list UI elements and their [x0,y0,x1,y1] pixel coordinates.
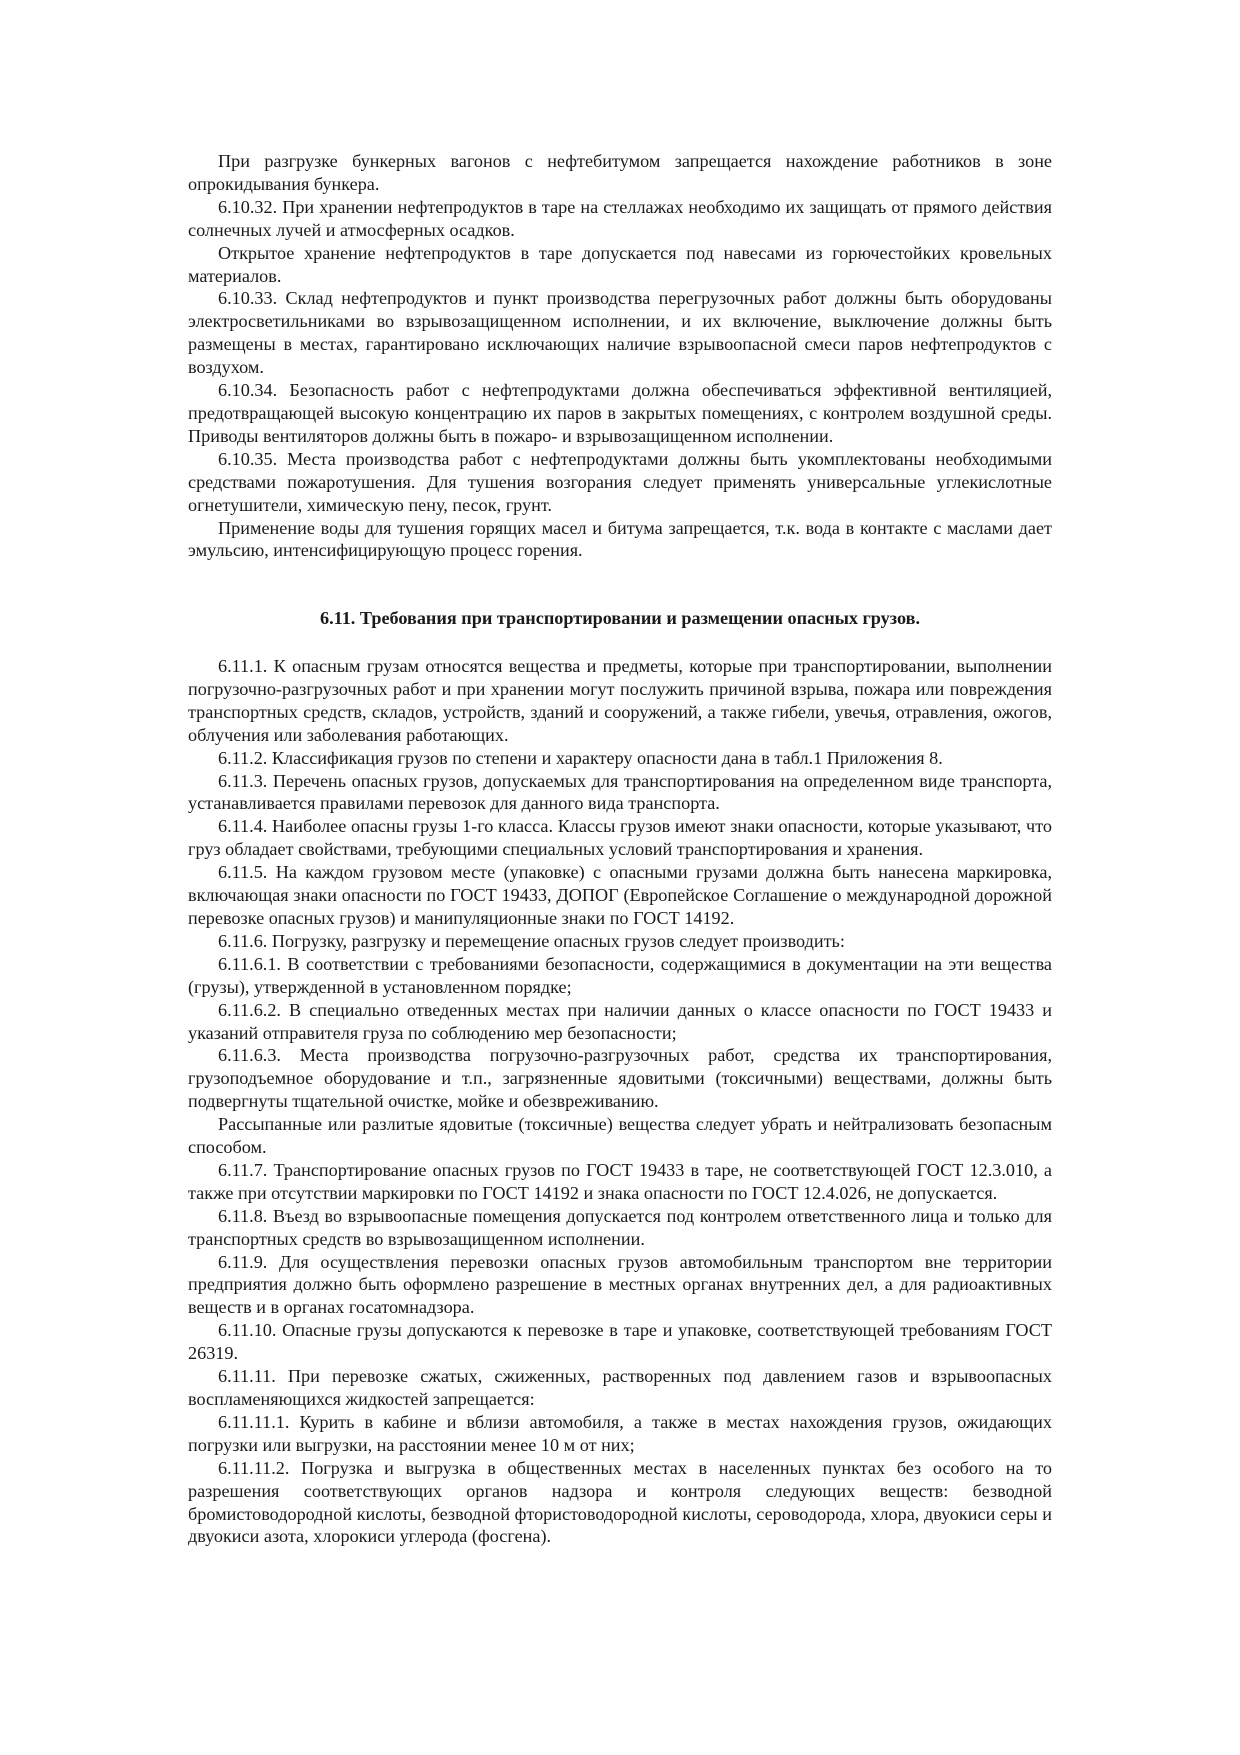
paragraph: 6.10.35. Места производства работ с нефтепродуктами должны быть укомплектованы необходимыми средствами пожаротушения. Для тушения возгорания следует применять универсальные углекислотные огнетушители, химическую пену, песок, грунт. [188,448,1052,515]
paragraph: Открытое хранение нефтепродуктов в таре допускается под навесами из горючестойких кровельных материалов. [188,242,1052,286]
paragraph: 6.11.2. Классификация грузов по степени и характеру опасности дана в табл.1 Приложения 8. [218,747,943,768]
paragraph: Рассыпанные или разлитые ядовитые (токсичные) вещества следует убрать и нейтрализовать безопасным способом. [188,1114,1052,1158]
paragraph: 6.11.6.2. В специально отведенных местах при наличии данных о классе опасности по ГОСТ 19433 и указаний отправителя груза по соблюдению мер безопасности; [188,999,1052,1043]
paragraph: 6.11.11. При перевозке сжатых, сжиженных, растворенных под давлением газов и взрывоопасных воспламеняющихся жидкостей запрещается: [188,1366,1052,1409]
paragraph: 6.11.5. На каждом грузовом месте (упаковке) с опасными грузами должна быть нанесена маркировка, включающая знаки опасности по ГОСТ 19433, ДОПОГ (Европейское Соглашение о международной дорожной перевозке опасных грузов) и манипуляционные знаки по ГОСТ 14192. [188,862,1052,928]
paragraph: 6.11.7. Транспортирование опасных грузов по ГОСТ 19433 в таре, не соответствующей ГОСТ 12.3.010, а также при отсутствии маркировки по ГОСТ 14192 и знака опасности по ГОСТ 12.4.026, не допускается. [188,1159,1052,1203]
paragraph: 6.11.6.1. В соответствии с требованиями безопасности, содержащимися в документации на эти вещества (грузы), утвержденной в установленном порядке; [188,953,1052,997]
paragraph: Применение воды для тушения горящих масел и битума запрещается, т.к. вода в контакте с маслами дает эмульсию, интенсифицирующую процесс горения. [188,517,1052,561]
intro-text-block [188,150,1052,562]
paragraph: 6.11.9. Для осуществления перевозки опасных грузов автомобильным транспортом вне территории предприятия должно быть оформлено разрешение в местных органах внутренних дел, а для радиоактивных веществ и в органах госатомнадзора. [188,1251,1052,1318]
paragraph: При разгрузке бункерных вагонов с нефтебитумом запрещается нахождение работников в зоне опрокидывания бункера. [188,151,1052,194]
paragraph: 6.11.6. Погрузку, разгрузку и перемещение опасных грузов следует производить: [218,930,845,951]
paragraph: 6.11.11.1. Курить в кабине и вблизи автомобиля, а также в местах нахождения грузов, ожидающих погрузки или выгрузки, на расстоянии менее 10 м от них; [188,1411,1052,1455]
section-heading: 6.11. Требования при транспортировании и размещении опасных грузов. [319,608,920,628]
paragraph: 6.11.1. К опасным грузам относятся вещества и предметы, которые при транспортировании, выполнении погрузочно-разгрузочных работ и при хранении могут послужить причиной взрыва, пожара или повреждения транспортных средств, складов, устройств, зданий и сооружений, а также гибели, увечья, отравления, ожогов, облучения или заболевания работающих. [188,656,1052,745]
paragraph: 6.11.10. Опасные грузы допускаются к перевозке в таре и упаковке, соответствующей требованиям ГОСТ 26319. [188,1320,1052,1364]
paragraph: 6.10.34. Безопасность работ с нефтепродуктами должна обеспечиваться эффективной вентиляцией, предотвращающей высокую концентрацию их паров в закрытых помещениях, с контролем воздушной среды. Приводы вентиляторов должны быть в пожаро- и взрывозащищенном исполнении. [188,380,1052,446]
paragraph: 6.11.6.3. Места производства погрузочно-разгрузочных работ, средства их транспортирования, грузоподъемное оборудование и т.п., загрязненные ядовитыми (токсичными) веществами, должны быть подвергнуты тщательной очистке, мойке и обезвреживанию. [188,1045,1052,1112]
paragraph: 6.10.33. Склад нефтепродуктов и пункт производства перегрузочных работ должны быть оборудованы электросветильниками во взрывозащищенном исполнении, и их включение, выключение должны быть размещены в местах, гарантировано исключающих наличие взрывоопасной смеси паров нефтепродуктов с воздухом. [188,288,1052,378]
paragraph: 6.10.32. При хранении нефтепродуктов в таре на стеллажах необходимо их защищать от прямого действия солнечных лучей и атмосферных осадков. [188,196,1052,240]
paragraph: 6.11.11.2. Погрузка и выгрузка в общественных местах в населенных пунктах без особого на то разрешения соответствующих органов надзора и контроля следующих веществ: безводной бромистоводородной кислоты, безводной фтористоводородной кислоты, сероводорода, хлора, двуокиси серы и двуокиси азота, хлорокиси углерода (фосгена). [188,1457,1052,1547]
section-text-block [188,655,1052,1548]
paragraph: 6.11.3. Перечень опасных грузов, допускаемых для транспортирования на определенном виде транспорта, устанавливается правилами перевозок для данного вида транспорта. [188,770,1052,814]
paragraph: 6.11.8. Въезд во взрывоопасные помещения допускается под контролем ответственного лица и только для транспортных средств во взрывозащищенном исполнении. [188,1205,1052,1249]
paragraph: 6.11.4. Наиболее опасны грузы 1-го класса. Классы грузов имеют знаки опасности, которые указывают, что груз обладает свойствами, требующими специальных условий транспортирования и хранения. [188,816,1052,860]
